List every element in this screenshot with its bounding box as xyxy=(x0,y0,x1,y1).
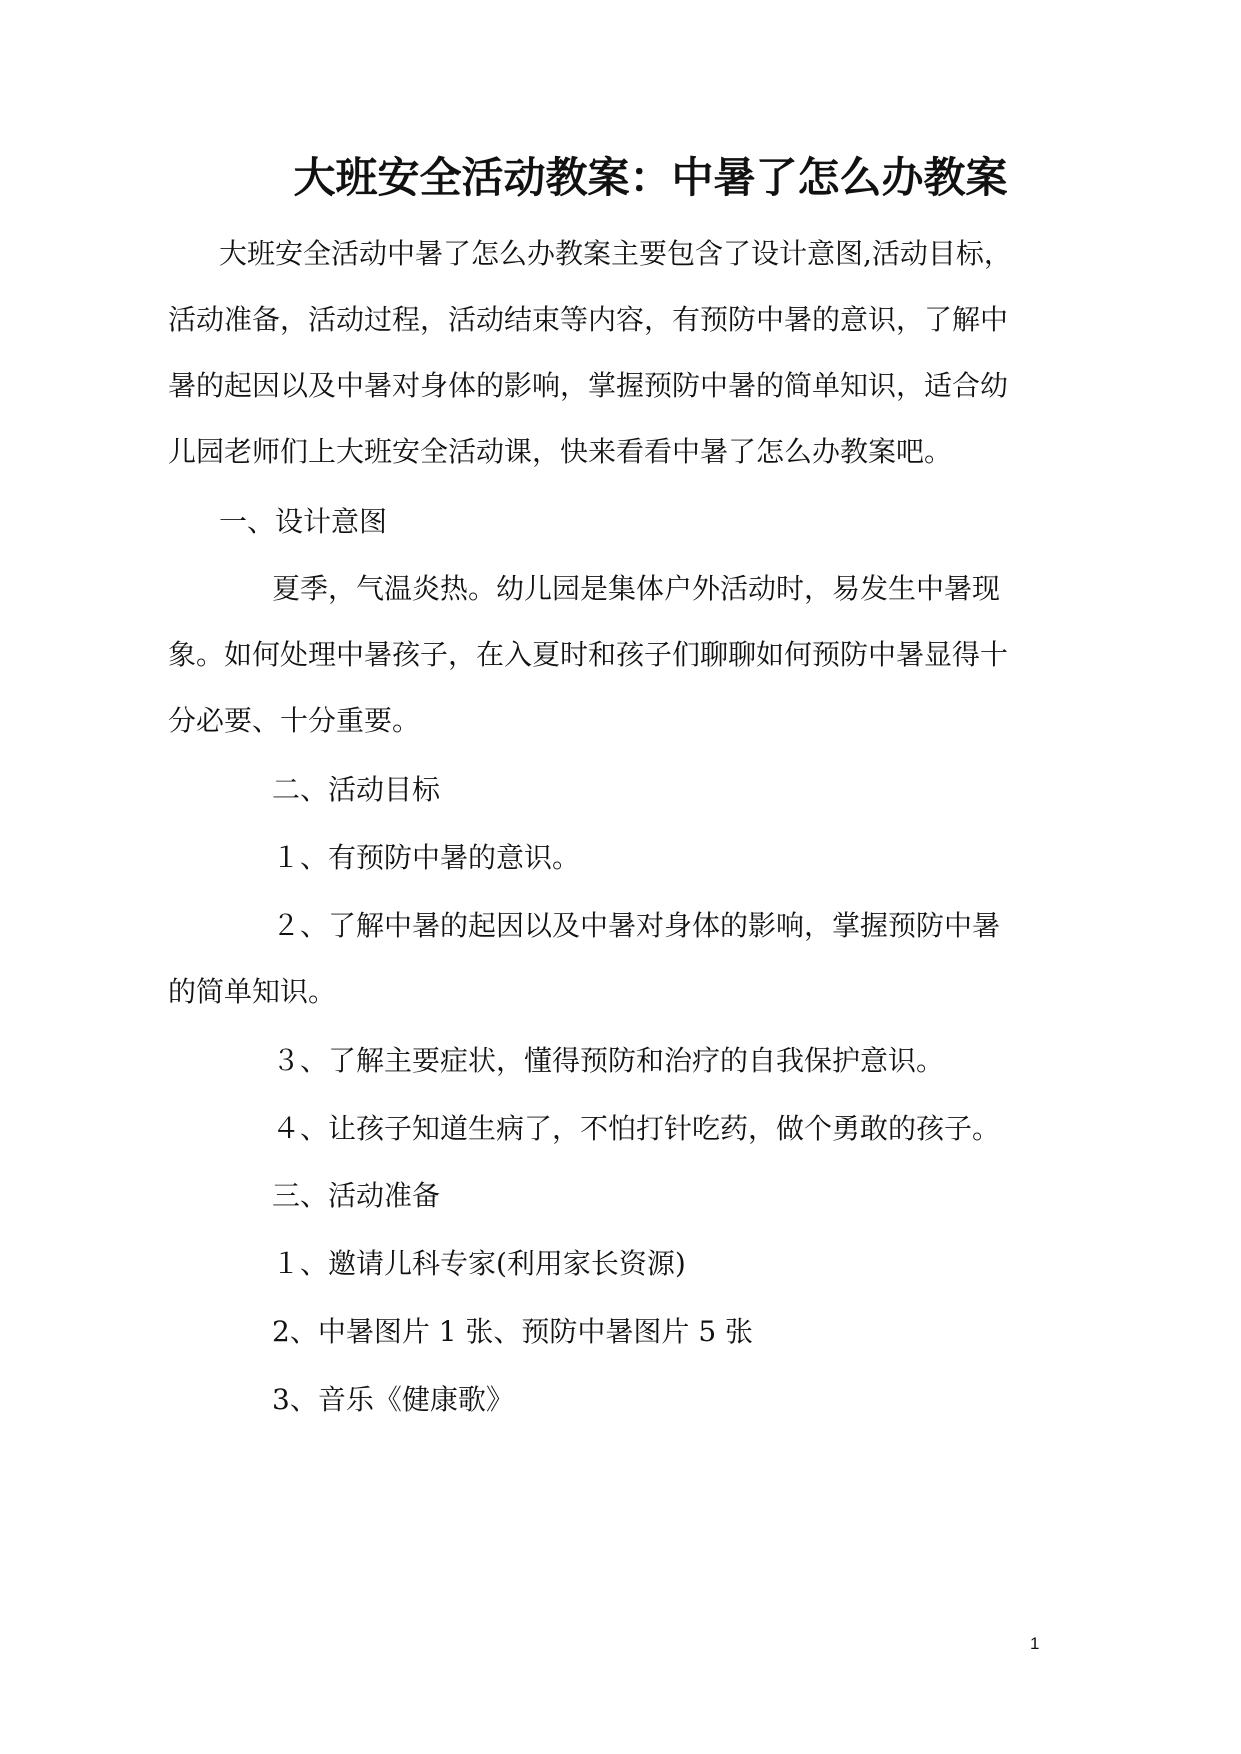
list-item: １、邀请儿科专家(利用家长资源) xyxy=(272,1247,686,1280)
intro-line: 活动准备，活动过程，活动结束等内容，有预防中暑的意识，了解中 xyxy=(168,303,1009,336)
section-heading: 一、设计意图 xyxy=(219,505,388,538)
page-number: 1 xyxy=(1030,1634,1040,1653)
section-text-line: 象。如何处理中暑孩子，在入夏时和孩子们聊聊如何预防中暑显得十 xyxy=(168,638,1009,671)
intro-line: 大班安全活动中暑了怎么办教案主要包含了设计意图,活动目标， xyxy=(219,237,1012,270)
page-title: 大班安全活动教案：中暑了怎么办教案 xyxy=(293,153,1008,202)
list-item: 2、中暑图片 1 张、预防中暑图片 5 张 xyxy=(272,1315,754,1348)
section-heading: 三、活动准备 xyxy=(272,1179,441,1212)
list-item: ２、了解中暑的起因以及中暑对身体的影响，掌握预防中暑 xyxy=(272,909,1001,942)
intro-line: 暑的起因以及中暑对身体的影响，掌握预防中暑的简单知识，适合幼 xyxy=(168,369,1009,402)
intro-line: 儿园老师们上大班安全活动课，快来看看中暑了怎么办教案吧。 xyxy=(168,435,953,468)
list-item: ４、让孩子知道生病了，不怕打针吃药，做个勇敢的孩子。 xyxy=(272,1112,1001,1145)
section-text-line: 夏季，气温炎热。幼儿园是集体户外活动时，易发生中暑现 xyxy=(272,572,1001,605)
list-item: ３、了解主要症状，懂得预防和治疗的自我保护意识。 xyxy=(272,1044,945,1077)
section-text-line: 分必要、十分重要。 xyxy=(168,704,421,737)
section-heading: 二、活动目标 xyxy=(272,773,441,806)
list-item: 3、音乐《健康歌》 xyxy=(272,1383,514,1416)
list-item: １、有预防中暑的意识。 xyxy=(272,841,581,874)
list-item: 的简单知识。 xyxy=(168,975,337,1008)
